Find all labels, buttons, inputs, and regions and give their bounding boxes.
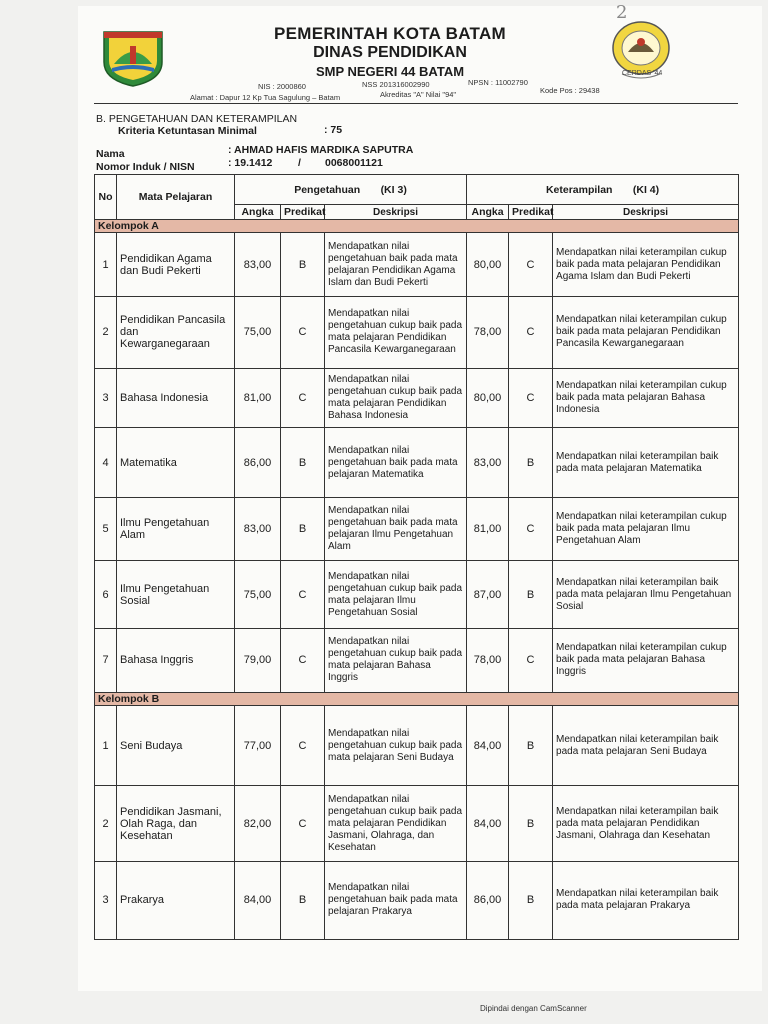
group-row	[95, 220, 739, 233]
k-deskripsi-header: Deskripsi	[325, 205, 467, 220]
skill-predicate: C	[509, 497, 553, 561]
knowledge-description: Mendapatkan nilai pengetahuan baik pada mata pelajaran Pendidikan Agama Islam dan Budi Pekerti	[325, 233, 467, 297]
nis-text: NIS : 2000860	[258, 82, 306, 91]
student-name: : AHMAD HAFIS MARDIKA SAPUTRA	[228, 144, 414, 156]
batam-city-emblem	[100, 28, 166, 88]
knowledge-description: Mendapatkan nilai pengetahuan cukup baik pada mata pelajaran Bahasa Inggris	[325, 629, 467, 693]
school-title: SMP NEGERI 44 BATAM	[315, 64, 465, 79]
knowledge-label: Pengetahuan	[294, 183, 361, 196]
knowledge-predicate: C	[281, 561, 325, 629]
department-title: DINAS PENDIDIKAN	[313, 44, 467, 61]
group-label: Kelompok A	[95, 220, 739, 233]
subject-name: Seni Budaya	[117, 706, 235, 786]
subject-row	[95, 296, 739, 368]
skill-description: Mendapatkan nilai keterampilan cukup baik pada mata pelajaran Pendidikan Pancasila Kewarganegaraan	[553, 296, 739, 368]
npsn-text: NPSN : 11002790	[468, 78, 528, 87]
knowledge-score: 83,00	[235, 233, 281, 297]
grades-table	[94, 174, 739, 940]
col-subject-header: Mata Pelajaran	[117, 175, 235, 220]
grades-body	[95, 220, 739, 940]
school-seal-logo	[606, 18, 676, 84]
id-separator: /	[298, 157, 301, 169]
s-angka-header: Angka	[467, 205, 509, 220]
knowledge-description: Mendapatkan nilai pengetahuan baik pada mata pelajaran Matematika	[325, 428, 467, 498]
subject-name: Ilmu Pengetahuan Alam	[117, 497, 235, 561]
knowledge-description: Mendapatkan nilai pengetahuan cukup baik pada mata pelajaran Ilmu Pengetahuan Sosial	[325, 561, 467, 629]
subject-name: Bahasa Inggris	[117, 629, 235, 693]
skill-description: Mendapatkan nilai keterampilan cukup baik pada mata pelajaran Pendidikan Agama Islam dan Budi Pekerti	[553, 233, 739, 297]
subject-name: Pendidikan Agama dan Budi Pekerti	[117, 233, 235, 297]
skill-score: 78,00	[467, 629, 509, 693]
skill-predicate: B	[509, 561, 553, 629]
government-title: PEMERINTAH KOTA BATAM	[274, 24, 506, 43]
skill-ki: (KI 4)	[632, 183, 660, 196]
knowledge-predicate: B	[281, 497, 325, 561]
id-label: Nomor Induk / NISN	[96, 161, 195, 173]
nss-text: NSS 201316002990	[362, 80, 430, 89]
name-label: Nama	[96, 148, 125, 160]
knowledge-ki: (KI 3)	[380, 183, 407, 196]
knowledge-predicate: B	[281, 428, 325, 498]
kkm-value: : 75	[324, 124, 343, 136]
subject-row	[95, 629, 739, 693]
row-number: 1	[95, 706, 117, 786]
subject-name: Prakarya	[117, 861, 235, 939]
skill-description: Mendapatkan nilai keterampilan baik pada mata pelajaran Prakarya	[553, 861, 739, 939]
knowledge-score: 81,00	[235, 368, 281, 427]
knowledge-description: Mendapatkan nilai pengetahuan baik pada mata pelajaran Ilmu Pengetahuan Alam	[325, 497, 467, 561]
row-number: 6	[95, 561, 117, 629]
skill-score: 86,00	[467, 861, 509, 939]
handwritten-mark: 2	[616, 2, 628, 23]
header-divider	[94, 103, 738, 104]
s-deskripsi-header: Deskripsi	[553, 205, 739, 220]
student-id: : 19.1412	[228, 157, 273, 169]
row-number: 2	[95, 786, 117, 862]
subject-name: Pendidikan Jasmani, Olah Raga, dan Kesehatan	[117, 786, 235, 862]
knowledge-description: Mendapatkan nilai pengetahuan cukup baik pada mata pelajaran Pendidikan Jasmani, Olahraga, dan Kesehatan	[325, 786, 467, 862]
skill-description: Mendapatkan nilai keterampilan baik pada mata pelajaran Pendidikan Jasmani, Olahraga dan Kesehatan	[553, 786, 739, 862]
subject-row	[95, 786, 739, 862]
knowledge-description: Mendapatkan nilai pengetahuan baik pada mata pelajaran Prakarya	[325, 861, 467, 939]
kkm-label: Kriteria Ketuntasan Minimal	[118, 125, 257, 137]
skill-predicate: C	[509, 629, 553, 693]
skill-label: Keterampilan	[545, 183, 613, 196]
section-heading: B. PENGETAHUAN DAN KETERAMPILAN	[96, 113, 298, 125]
scanner-footer: Dipindai dengan CamScanner	[480, 1004, 587, 1013]
knowledge-description: Mendapatkan nilai pengetahuan cukup baik pada mata pelajaran Pendidikan Bahasa Indonesia	[325, 368, 467, 427]
knowledge-score: 77,00	[235, 706, 281, 786]
skill-score: 78,00	[467, 296, 509, 368]
skill-header	[467, 175, 739, 205]
address-text: Alamat : Dapur 12 Kp Tua Sagulung – Batam	[190, 93, 341, 102]
postal-code-text: Kode Pos : 29438	[540, 86, 600, 95]
row-number: 3	[95, 368, 117, 427]
group-label: Kelompok B	[95, 692, 739, 705]
knowledge-description: Mendapatkan nilai pengetahuan cukup baik pada mata pelajaran Seni Budaya	[325, 706, 467, 786]
knowledge-predicate: C	[281, 296, 325, 368]
row-number: 3	[95, 861, 117, 939]
knowledge-score: 83,00	[235, 497, 281, 561]
skill-score: 83,00	[467, 428, 509, 498]
knowledge-score: 86,00	[235, 428, 281, 498]
row-number: 5	[95, 497, 117, 561]
knowledge-score: 84,00	[235, 861, 281, 939]
knowledge-description: Mendapatkan nilai pengetahuan cukup baik pada mata pelajaran Pendidikan Pancasila Kewarganegaraan	[325, 296, 467, 368]
knowledge-score: 75,00	[235, 296, 281, 368]
knowledge-predicate: C	[281, 706, 325, 786]
skill-score: 81,00	[467, 497, 509, 561]
skill-predicate: B	[509, 706, 553, 786]
group-row	[95, 692, 739, 705]
skill-description: Mendapatkan nilai keterampilan cukup baik pada mata pelajaran Ilmu Pengetahuan Alam	[553, 497, 739, 561]
skill-predicate: C	[509, 296, 553, 368]
skill-score: 80,00	[467, 368, 509, 427]
k-angka-header: Angka	[235, 205, 281, 220]
knowledge-score: 79,00	[235, 629, 281, 693]
subject-name: Pendidikan Pancasila dan Kewarganegaraan	[117, 296, 235, 368]
s-predikat-header: Predikat	[509, 205, 553, 220]
skill-predicate: B	[509, 428, 553, 498]
skill-description: Mendapatkan nilai keterampilan cukup baik pada mata pelajaran Bahasa Inggris	[553, 629, 739, 693]
subject-row	[95, 428, 739, 498]
knowledge-predicate: B	[281, 861, 325, 939]
subject-name: Matematika	[117, 428, 235, 498]
row-number: 4	[95, 428, 117, 498]
seal-caption: CERDAS '44	[622, 70, 663, 77]
k-predikat-header: Predikat	[281, 205, 325, 220]
subject-row	[95, 706, 739, 786]
skill-description: Mendapatkan nilai keterampilan baik pada mata pelajaran Seni Budaya	[553, 706, 739, 786]
knowledge-score: 75,00	[235, 561, 281, 629]
knowledge-score: 82,00	[235, 786, 281, 862]
row-number: 2	[95, 296, 117, 368]
subject-name: Ilmu Pengetahuan Sosial	[117, 561, 235, 629]
skill-predicate: B	[509, 786, 553, 862]
subject-row	[95, 861, 739, 939]
skill-score: 84,00	[467, 786, 509, 862]
knowledge-predicate: C	[281, 368, 325, 427]
row-number: 1	[95, 233, 117, 297]
skill-predicate: B	[509, 861, 553, 939]
col-no-header: No	[95, 175, 117, 220]
subject-row	[95, 368, 739, 427]
skill-description: Mendapatkan nilai keterampilan baik pada mata pelajaran Matematika	[553, 428, 739, 498]
accreditation-text: Akreditas "A" Nilai "94"	[380, 90, 457, 99]
row-number: 7	[95, 629, 117, 693]
skill-description: Mendapatkan nilai keterampilan cukup baik pada mata pelajaran Bahasa Indonesia	[553, 368, 739, 427]
knowledge-header	[235, 175, 467, 205]
skill-predicate: C	[509, 368, 553, 427]
subject-row	[95, 497, 739, 561]
knowledge-predicate: C	[281, 629, 325, 693]
skill-description: Mendapatkan nilai keterampilan baik pada mata pelajaran Ilmu Pengetahuan Sosial	[553, 561, 739, 629]
knowledge-predicate: C	[281, 786, 325, 862]
subject-row	[95, 561, 739, 629]
subject-name: Bahasa Indonesia	[117, 368, 235, 427]
knowledge-predicate: B	[281, 233, 325, 297]
skill-score: 87,00	[467, 561, 509, 629]
skill-score: 80,00	[467, 233, 509, 297]
skill-predicate: C	[509, 233, 553, 297]
subject-row	[95, 233, 739, 297]
student-nisn: 0068001121	[325, 157, 383, 169]
skill-score: 84,00	[467, 706, 509, 786]
